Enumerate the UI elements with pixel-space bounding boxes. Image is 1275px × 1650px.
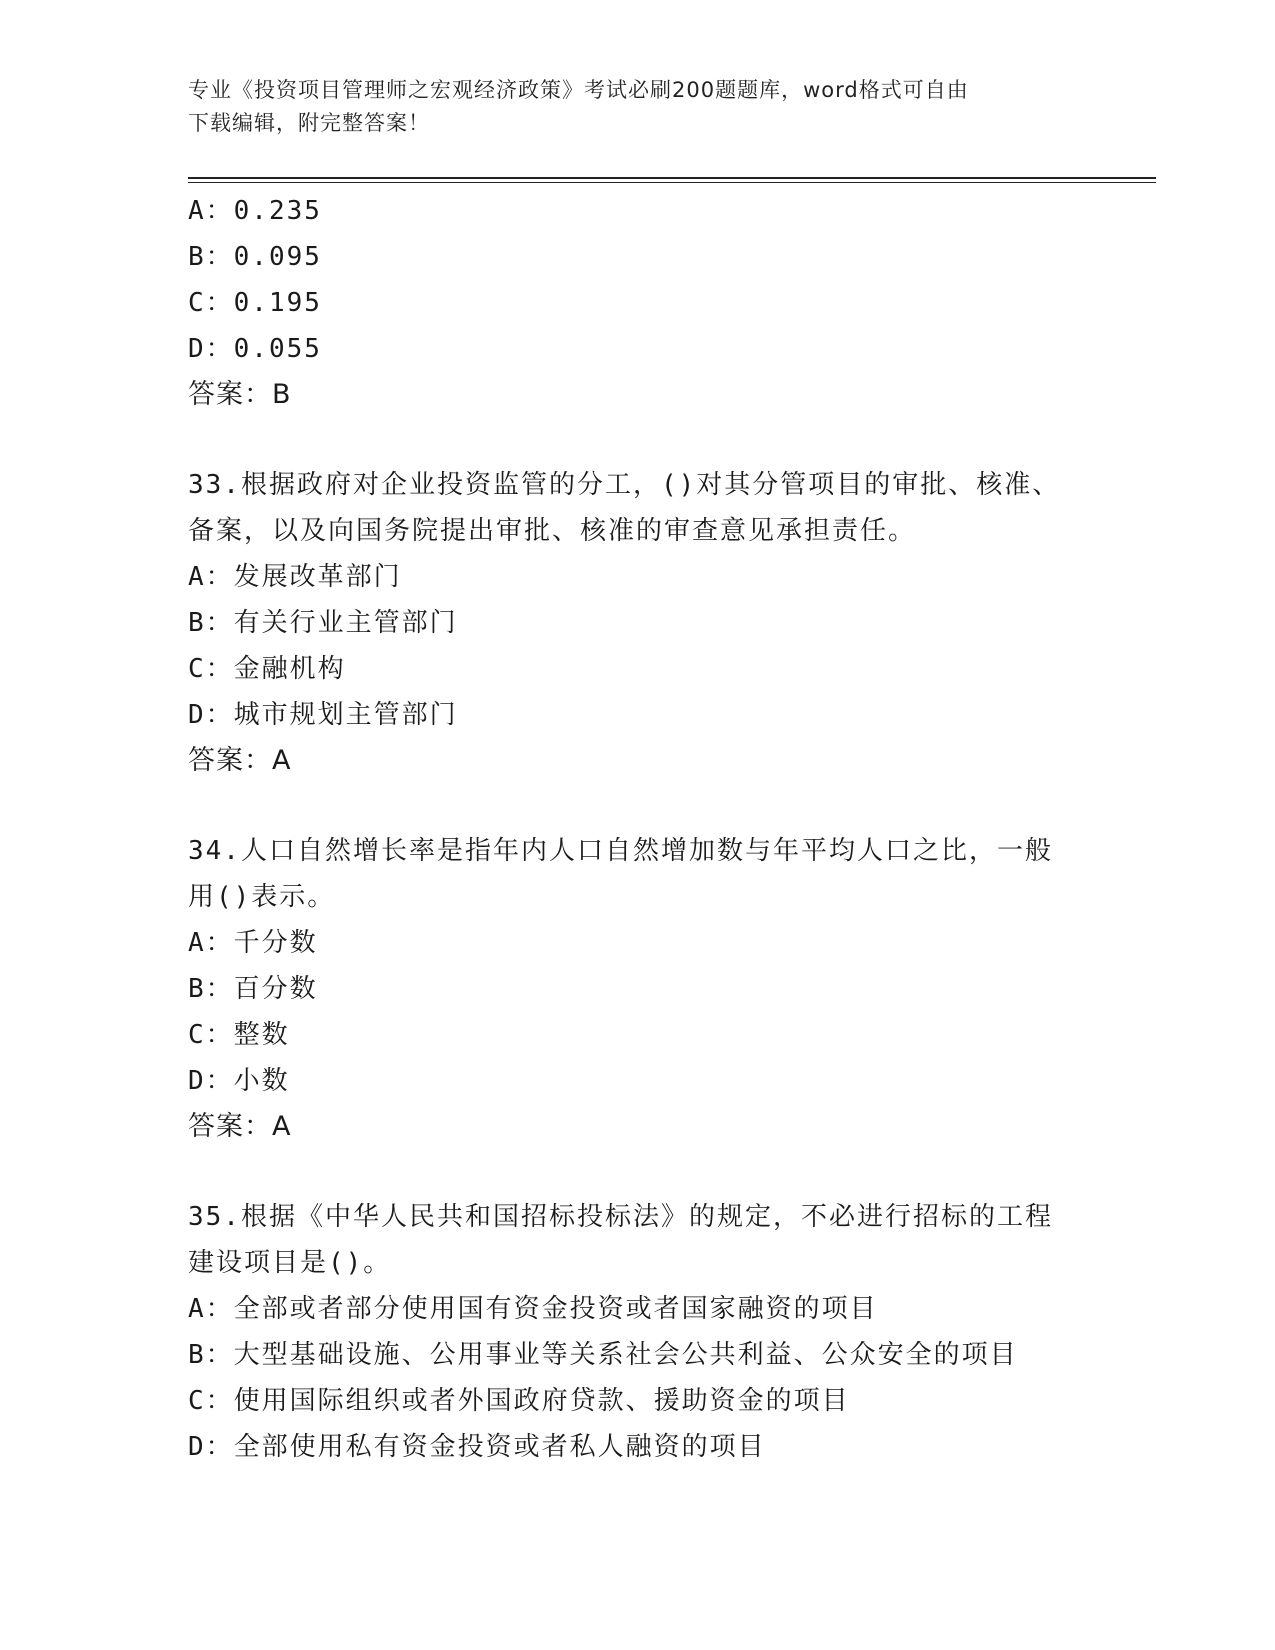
page-header <box>188 74 1068 140</box>
question-35 <box>188 1194 1088 1470</box>
header-line-2: 下载编辑，附完整答案！ <box>188 111 430 135</box>
header-line-1: 专业《投资项目管理师之宏观经济政策》考试必刷200题题库，word格式可自由 <box>188 78 969 102</box>
header-rule-thick <box>188 177 1156 179</box>
answer: 答案：A <box>188 1111 292 1142</box>
question-stem-line-1: 33.根据政府对企业投资监管的分工，()对其分管项目的审批、核准、 <box>188 470 1061 500</box>
option-b: B：百分数 <box>188 974 318 1004</box>
option-a: A：0.235 <box>188 196 322 226</box>
option-c: C：0.195 <box>188 288 322 318</box>
option-b: B：0.095 <box>188 242 322 272</box>
option-b: B：大型基础设施、公用事业等关系社会公共利益、公众安全的项目 <box>188 1340 1018 1370</box>
option-c: C：金融机构 <box>188 654 346 684</box>
question-stem-line-2: 建设项目是()。 <box>188 1248 392 1278</box>
question-32 <box>188 188 1088 418</box>
option-c: C：整数 <box>188 1020 290 1050</box>
option-d: D：城市规划主管部门 <box>188 700 458 730</box>
option-a: A：发展改革部门 <box>188 562 402 592</box>
option-a: A：千分数 <box>188 928 318 958</box>
question-stem-line-1: 35.根据《中华人民共和国招标投标法》的规定，不必进行招标的工程 <box>188 1202 1053 1232</box>
option-a: A：全部或者部分使用国有资金投资或者国家融资的项目 <box>188 1294 878 1324</box>
question-stem-line-2: 用()表示。 <box>188 882 336 912</box>
answer: 答案：B <box>188 379 292 410</box>
option-d: D：0.055 <box>188 334 322 364</box>
question-stem-line-2: 备案，以及向国务院提出审批、核准的审查意见承担责任。 <box>188 516 917 546</box>
option-d: D：小数 <box>188 1066 290 1096</box>
question-list <box>188 188 1088 1470</box>
question-stem-line-1: 34.人口自然增长率是指年内人口自然增加数与年平均人口之比，一般 <box>188 836 1053 866</box>
question-34 <box>188 828 1088 1150</box>
question-33 <box>188 462 1088 784</box>
option-c: C：使用国际组织或者外国政府贷款、援助资金的项目 <box>188 1386 850 1416</box>
option-d: D：全部使用私有资金投资或者私人融资的项目 <box>188 1432 766 1462</box>
answer: 答案：A <box>188 745 292 776</box>
option-b: B：有关行业主管部门 <box>188 608 458 638</box>
header-rule-thin <box>188 182 1156 183</box>
